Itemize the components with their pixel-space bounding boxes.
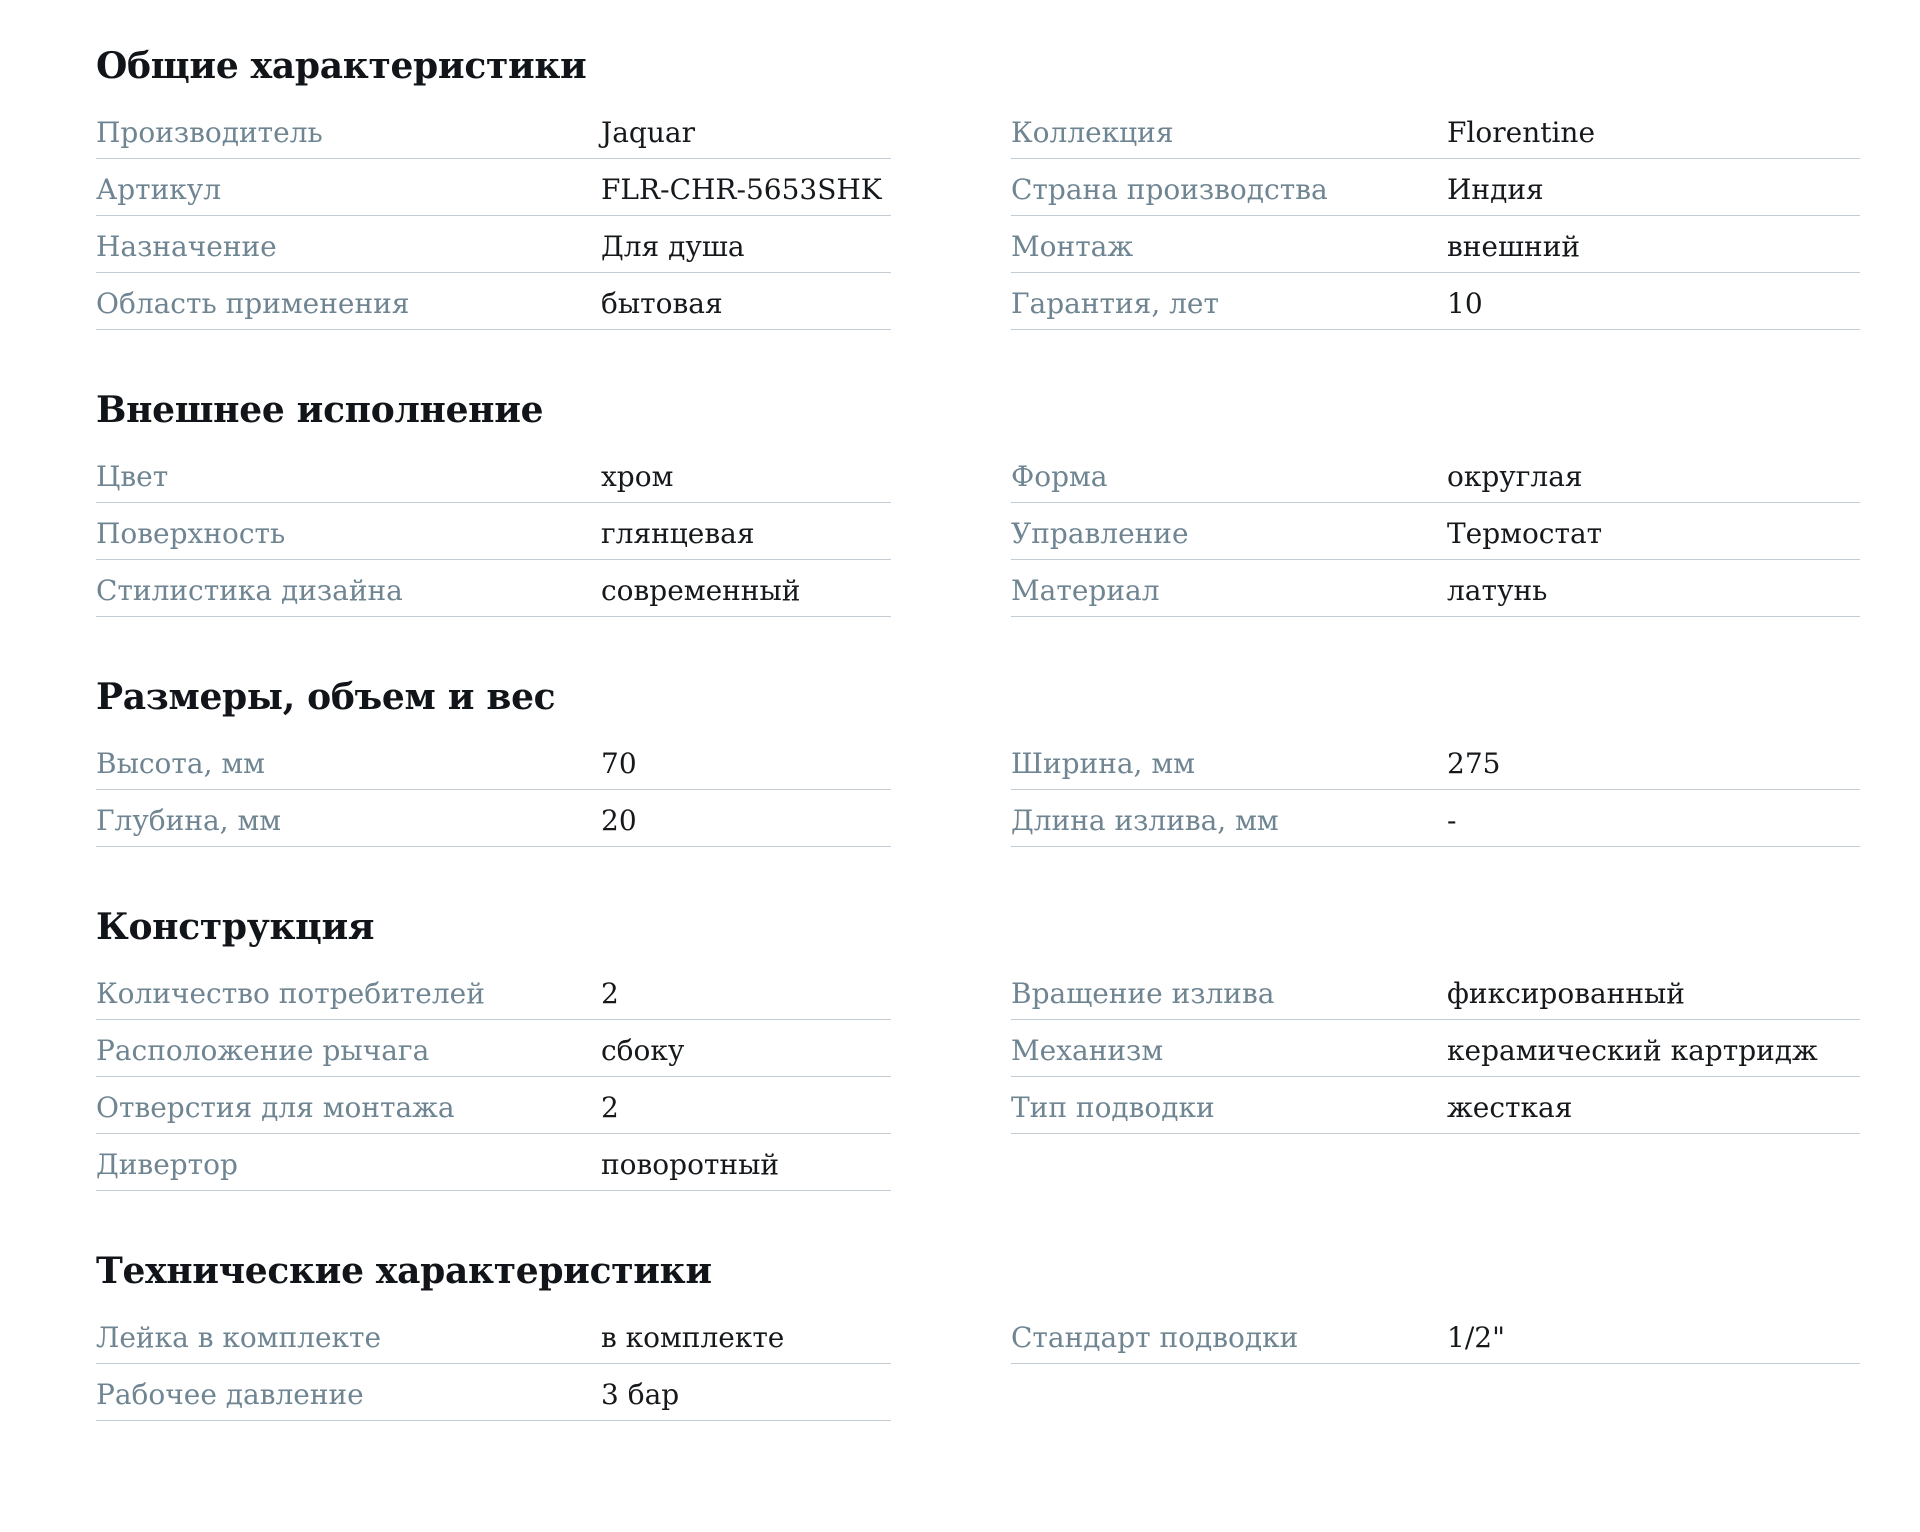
spec-value: 275: [1447, 746, 1501, 780]
spec-key: Цвет: [96, 459, 169, 493]
spec-key: Количество потребителей: [96, 976, 485, 1010]
spec-row: [1011, 733, 1860, 790]
section-title: Внешнее исполнение: [96, 389, 544, 431]
spec-row: [1011, 790, 1860, 847]
spec-row: [96, 963, 891, 1020]
section-general: [96, 30, 1860, 330]
spec-row: [96, 446, 891, 503]
spec-key: Механизм: [1011, 1033, 1164, 1067]
spec-value: керамический картридж: [1447, 1033, 1818, 1067]
spec-value: поворотный: [601, 1147, 780, 1181]
spec-key: Тип подводки: [1011, 1090, 1215, 1124]
spec-column-left: [96, 1307, 891, 1421]
spec-key: Артикул: [96, 172, 222, 206]
spec-key: Коллекция: [1011, 115, 1174, 149]
spec-row: [96, 102, 891, 159]
spec-value: фиксированный: [1447, 976, 1685, 1010]
spec-row: [96, 560, 891, 617]
spec-key: Вращение излива: [1011, 976, 1275, 1010]
spec-grid: [96, 1307, 1860, 1421]
spec-row: [96, 159, 891, 216]
spec-row: [1011, 159, 1860, 216]
spec-key: Гарантия, лет: [1011, 286, 1219, 320]
spec-value: бытовая: [601, 286, 723, 320]
spec-key: Материал: [1011, 573, 1160, 607]
spec-key: Управление: [1011, 516, 1189, 550]
spec-value: Florentine: [1447, 115, 1596, 149]
spec-value: округлая: [1447, 459, 1583, 493]
section-appearance: [96, 374, 1860, 617]
spec-row: [1011, 963, 1860, 1020]
spec-row: [1011, 1077, 1860, 1134]
spec-value: Jaquar: [601, 115, 695, 149]
spec-value: 1/2": [1447, 1320, 1505, 1354]
spec-column-right: [1011, 1307, 1860, 1421]
spec-value: 3 бар: [601, 1377, 680, 1411]
spec-row: [1011, 1020, 1860, 1077]
spec-grid: [96, 963, 1860, 1191]
spec-value: FLR-CHR-5653SHK: [601, 172, 882, 206]
spec-value: -: [1447, 803, 1457, 837]
spec-value: 10: [1447, 286, 1483, 320]
spec-key: Дивертор: [96, 1147, 238, 1181]
spec-key: Область применения: [96, 286, 410, 320]
section-title: Технические характеристики: [96, 1250, 712, 1292]
spec-row: [1011, 1307, 1860, 1364]
spec-key: Производитель: [96, 115, 323, 149]
spec-key: Назначение: [96, 229, 277, 263]
spec-grid: [96, 102, 1860, 330]
spec-value: 2: [601, 1090, 619, 1124]
spec-column-right: [1011, 963, 1860, 1191]
section-dimensions: [96, 661, 1860, 847]
spec-key: Глубина, мм: [96, 803, 282, 837]
spec-row: [1011, 560, 1860, 617]
spec-value: Индия: [1447, 172, 1544, 206]
section-construction: [96, 891, 1860, 1191]
spec-key: Лейка в комплекте: [96, 1320, 382, 1354]
spec-column-left: [96, 963, 891, 1191]
spec-value: в комплекте: [601, 1320, 785, 1354]
spec-column-right: [1011, 733, 1860, 847]
section-title: Общие характеристики: [96, 45, 587, 87]
spec-row: [1011, 273, 1860, 330]
spec-row: [96, 1020, 891, 1077]
spec-key: Ширина, мм: [1011, 746, 1195, 780]
spec-key: Страна производства: [1011, 172, 1328, 206]
spec-value: 2: [601, 976, 619, 1010]
specifications-list: [96, 30, 1860, 1465]
spec-value: глянцевая: [601, 516, 755, 550]
spec-key: Форма: [1011, 459, 1108, 493]
spec-row: [1011, 102, 1860, 159]
spec-key: Поверхность: [96, 516, 286, 550]
spec-grid: [96, 446, 1860, 617]
spec-row: [96, 1077, 891, 1134]
spec-column-right: [1011, 102, 1860, 330]
spec-row: [96, 273, 891, 330]
spec-key: Высота, мм: [96, 746, 265, 780]
spec-value: современный: [601, 573, 801, 607]
spec-column-right: [1011, 446, 1860, 617]
spec-row: [96, 1134, 891, 1191]
spec-value: 20: [601, 803, 637, 837]
spec-row: [1011, 503, 1860, 560]
spec-key: Длина излива, мм: [1011, 803, 1279, 837]
spec-key: Стандарт подводки: [1011, 1320, 1299, 1354]
spec-value: Термостат: [1447, 516, 1603, 550]
spec-row: [96, 790, 891, 847]
spec-column-left: [96, 733, 891, 847]
section-technical: [96, 1235, 1860, 1421]
spec-value: Для душа: [601, 229, 745, 263]
spec-key: Монтаж: [1011, 229, 1134, 263]
spec-value: сбоку: [601, 1033, 685, 1067]
spec-row: [96, 503, 891, 560]
spec-column-left: [96, 102, 891, 330]
spec-key: Отверстия для монтажа: [96, 1090, 455, 1124]
spec-key: Стилистика дизайна: [96, 573, 403, 607]
spec-value: жесткая: [1447, 1090, 1573, 1124]
spec-row: [96, 1364, 891, 1421]
spec-value: внешний: [1447, 229, 1581, 263]
spec-grid: [96, 733, 1860, 847]
spec-row: [96, 733, 891, 790]
spec-row: [1011, 446, 1860, 503]
spec-value: хром: [601, 459, 674, 493]
spec-column-left: [96, 446, 891, 617]
spec-row: [96, 216, 891, 273]
spec-row: [96, 1307, 891, 1364]
section-title: Конструкция: [96, 906, 375, 948]
spec-value: латунь: [1447, 573, 1548, 607]
spec-row: [1011, 216, 1860, 273]
section-title: Размеры, объем и вес: [96, 676, 556, 718]
spec-key: Рабочее давление: [96, 1377, 364, 1411]
spec-key: Расположение рычага: [96, 1033, 430, 1067]
spec-value: 70: [601, 746, 637, 780]
